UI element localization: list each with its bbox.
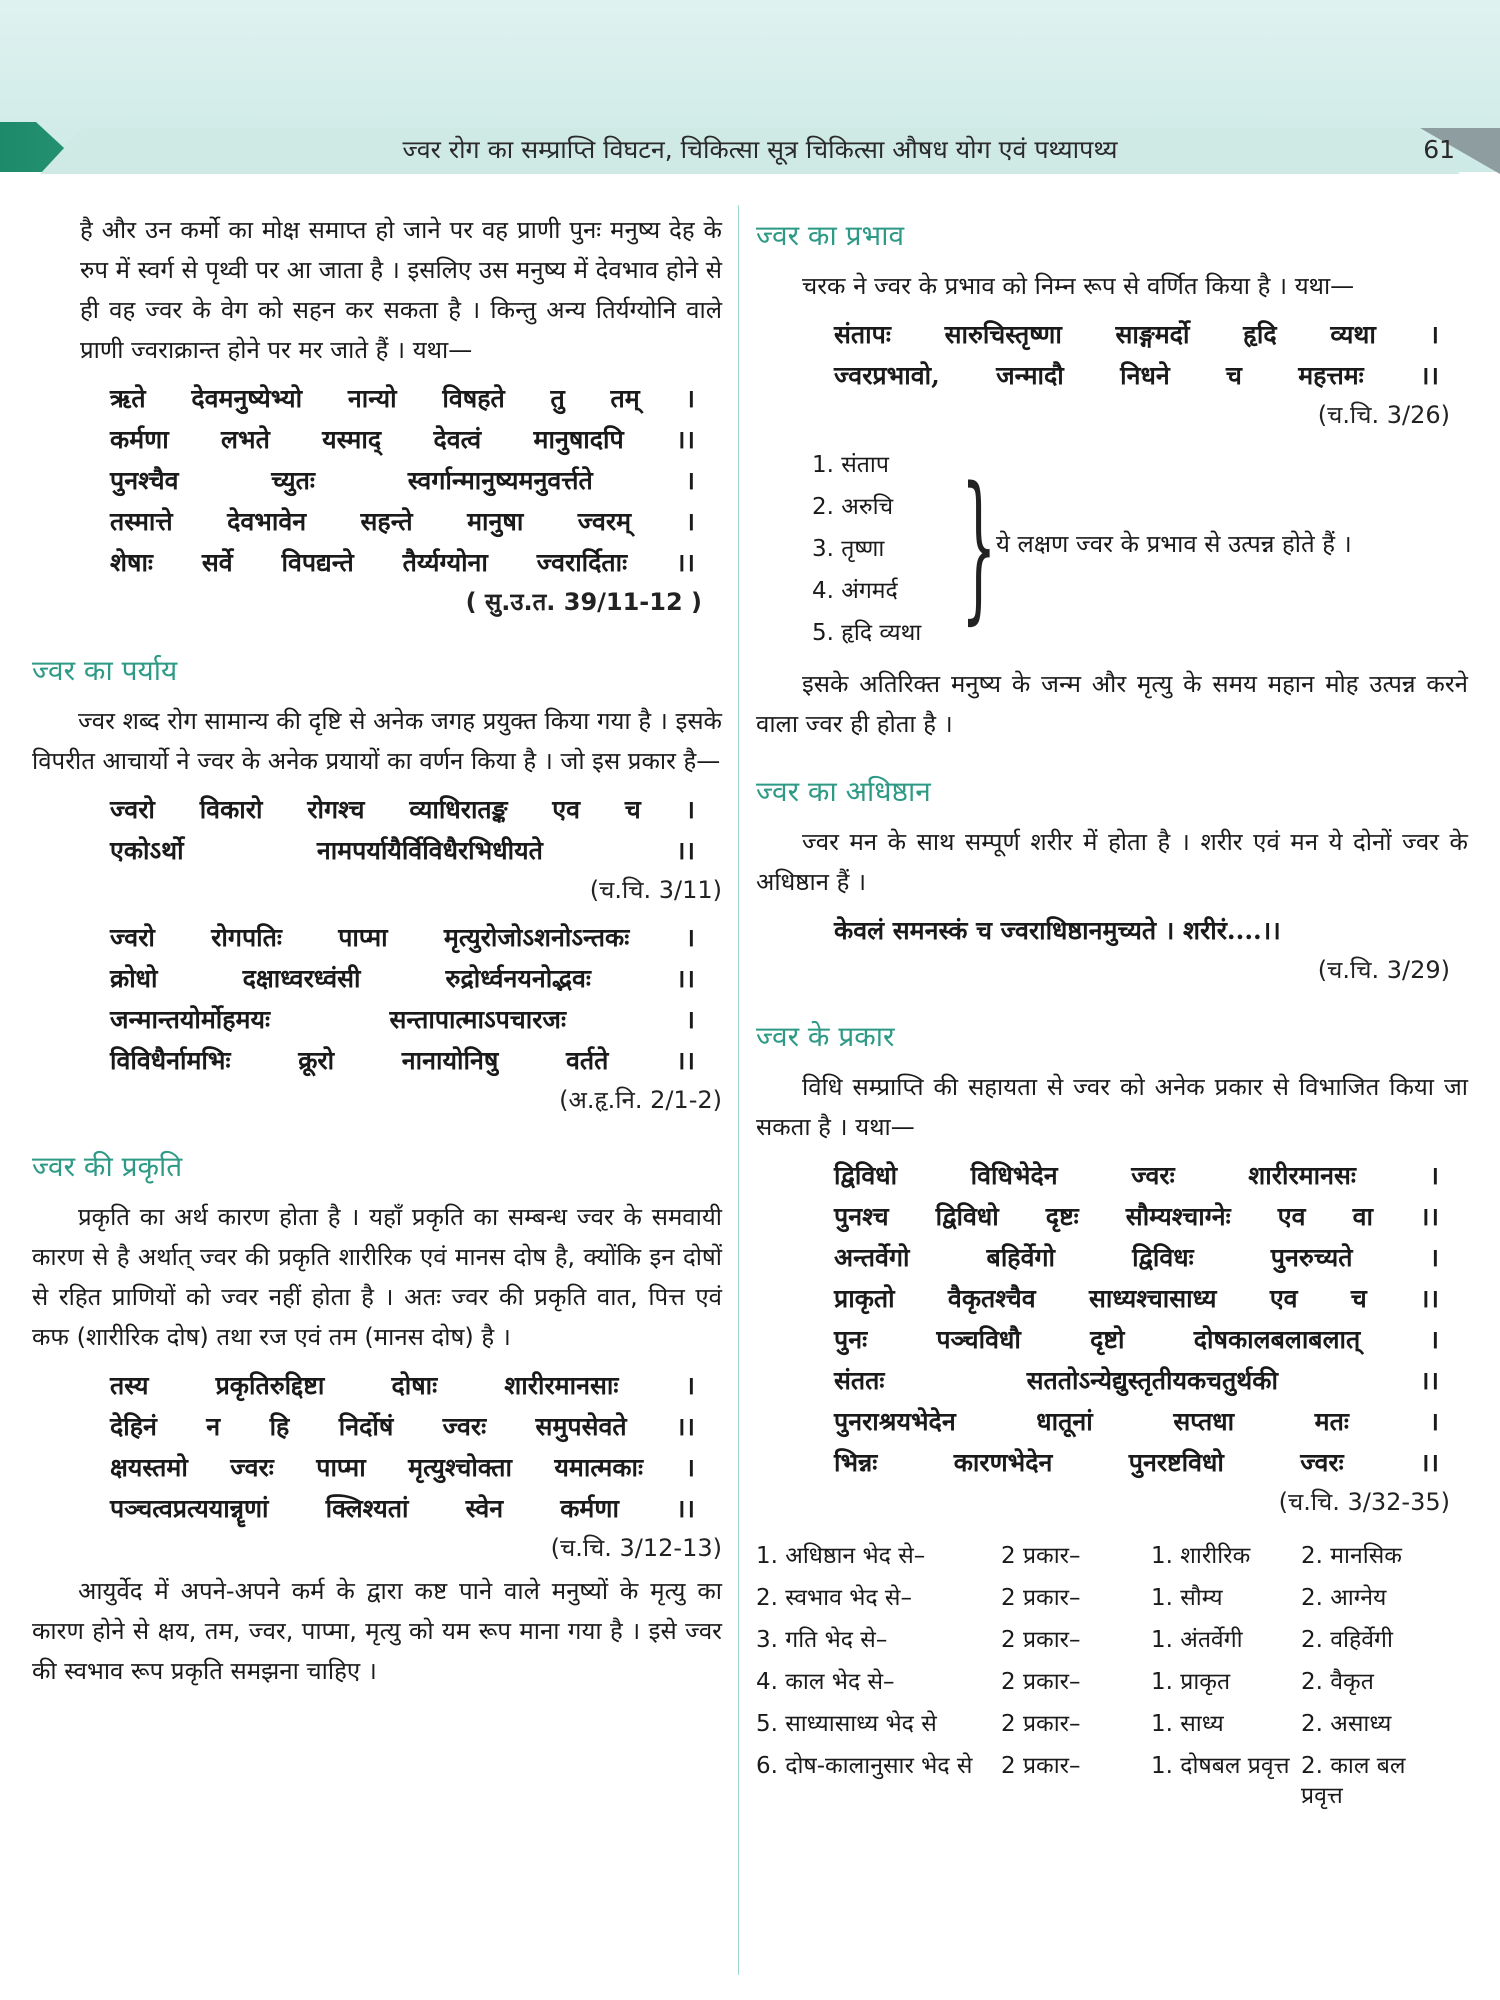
closing-paragraph: आयुर्वेद में अपने-अपने कर्म के द्वारा कष्ट पाने वाले मनुष्यों के मृत्यु का कारण होने से क्षय, तम, ज्वर, पाप्मा, मृत्यु को यम रूप माना गया है । इसे ज्वर की स्वभाव रूप प्रकृति समझना चाहिए । xyxy=(32,1577,722,1685)
verse-line: संततः सततोऽन्येद्युस्तृतीयकचतुर्थकी ।। xyxy=(834,1366,1439,1395)
verse-block xyxy=(110,917,695,1081)
type-count: 2 प्रकार– xyxy=(1001,1627,1081,1653)
verse-line: केवलं समनस्कं च ज्वराधिष्ठानमुच्यते । शरीरं....।। xyxy=(834,916,1281,945)
table-row xyxy=(756,1619,1431,1661)
verse-line: विविधैर्नामभिः क्रूरो नानायोनिषु वर्तते ।। xyxy=(110,1046,695,1075)
verse-line: ज्वरप्रभावो, जन्मादौ निधने च महत्तमः ।। xyxy=(834,361,1439,390)
section-heading: ज्वर का प्रभाव xyxy=(756,219,905,252)
verse-line: पुनराश्रयभेदेन धातूनां सप्तधा मतः । xyxy=(834,1407,1439,1436)
brace-icon: } xyxy=(961,452,997,639)
verse-line: अन्तर्वेगो बहिर्वेगो द्विविधः पुनरुच्यते । xyxy=(834,1243,1439,1272)
table-row xyxy=(756,1577,1431,1619)
type-a: 1. सौम्य xyxy=(1151,1585,1223,1611)
list-item: 2. अरुचि xyxy=(812,494,894,520)
verse-block xyxy=(110,378,695,583)
list-item: 3. तृष्णा xyxy=(812,536,885,562)
list-item: 5. हृदि व्यथा xyxy=(812,620,922,646)
verse-line: पञ्चत्वप्रत्ययान्नॄणां क्लिश्यतां स्वेन कर्मणा ।। xyxy=(110,1494,695,1523)
type-a: 1. अंतर्वेगी xyxy=(1151,1627,1243,1653)
verse-block xyxy=(834,314,1439,396)
verse-line: तस्य प्रकृतिरुद्दिष्टा दोषाः शारीरमानसाः । xyxy=(110,1371,695,1400)
column-divider xyxy=(738,205,739,1975)
verse-line: क्रोधो दक्षाध्वरध्वंसी रुद्रोर्ध्वनयनोद्भवः ।। xyxy=(110,964,695,993)
verse-reference: (च.चि. 3/26) xyxy=(1317,401,1450,429)
verse-reference: (च.चि. 3/29) xyxy=(1317,956,1450,984)
section-paragraph: ज्वर शब्द रोग सामान्य की दृष्टि से अनेक जगह प्रयुक्त किया गया है । इसके विपरीत आचार्यो ने ज्वर के अनेक प्रयायों का वर्णन किया है । जो इस प्रकार है— xyxy=(32,707,722,775)
type-b: 2. वैकृत xyxy=(1301,1669,1374,1695)
verse-line: द्विविधो विधिभेदेन ज्वरः शारीरमानसः । xyxy=(834,1161,1439,1190)
section-paragraph: ज्वर मन के साथ सम्पूर्ण शरीर में होता है । शरीर एवं मन ये दोनों ज्वर के अधिष्ठान हैं । xyxy=(756,828,1468,896)
verse-block xyxy=(834,910,1439,951)
table-row xyxy=(756,1661,1431,1703)
type-count: 2 प्रकार– xyxy=(1001,1753,1081,1779)
table-row xyxy=(756,1745,1431,1817)
type-a: 1. प्राकृत xyxy=(1151,1669,1231,1695)
type-a: 1. शारीरिक xyxy=(1151,1543,1251,1569)
type-basis: 4. काल भेद से– xyxy=(756,1669,895,1695)
verse-line: ज्वरो विकारो रोगश्च व्याधिरातङ्क एव च । xyxy=(110,795,695,824)
type-b: 2. मानसिक xyxy=(1301,1543,1402,1569)
type-basis: 3. गति भेद से– xyxy=(756,1627,888,1653)
type-a: 1. दोषबल प्रवृत्त xyxy=(1151,1753,1290,1779)
type-basis: 6. दोष-कालानुसार भेद से xyxy=(756,1753,973,1779)
verse-line: पुनः पञ्चविधौ दृष्टो दोषकालबलाबलात् । xyxy=(834,1325,1439,1354)
verse-line: संतापः सारुचिस्तृष्णा साङ्गमर्दो हृदि व्यथा । xyxy=(834,320,1439,349)
verse-line: पुनश्च द्विविधो दृष्टः सौम्यश्चाग्नेः एव वा ।। xyxy=(834,1202,1439,1231)
type-a: 1. साध्य xyxy=(1151,1711,1224,1737)
verse-line: प्राकृतो वैकृतश्चैव साध्यश्चासाध्य एव च ।। xyxy=(834,1284,1439,1313)
type-count: 2 प्रकार– xyxy=(1001,1711,1081,1737)
verse-line: पुनश्चैव च्युतः स्वर्गान्मानुष्यमनुवर्त्तते । xyxy=(110,466,695,495)
section-heading: ज्वर का पर्याय xyxy=(32,654,178,687)
section-paragraph: प्रकृति का अर्थ कारण होता है । यहाँ प्रकृति का सम्बन्ध ज्वर के समवायी कारण से है अर्थात् ज्वर की प्रकृति शारीरिक एवं मानस दोष है, क्योंकि इन दोषों से रहित प्राणियों को ज्वर नहीं होता है । अतः ज्वर की प्रकृति वात, पित्त एवं कफ (शारीरिक दोष) तथा रज एवं तम (मानस दोष) है । xyxy=(32,1203,722,1351)
type-b: 2. असाध्य xyxy=(1301,1711,1392,1737)
page-number: 61 xyxy=(1423,135,1455,164)
running-header-title: ज्वर रोग का सम्प्राप्ति विघटन, चिकित्सा सूत्र चिकित्सा औषध योग एवं पथ्यापथ्य xyxy=(402,135,1118,164)
left-column xyxy=(32,210,722,1691)
list-item: 1. संताप xyxy=(812,452,889,478)
type-basis: 5. साध्यासाध्य भेद से xyxy=(756,1711,937,1737)
verse-line: देहिनं न हि निर्दोषं ज्वरः समुपसेवते ।। xyxy=(110,1412,695,1441)
verse-line: तस्मात्ते देवभावेन सहन्ते मानुषा ज्वरम् । xyxy=(110,507,695,536)
type-count: 2 प्रकार– xyxy=(1001,1543,1081,1569)
verse-line: ज्वरो रोगपतिः पाप्मा मृत्युरोजोऽशनोऽन्तकः । xyxy=(110,923,695,952)
type-count: 2 प्रकार– xyxy=(1001,1585,1081,1611)
verse-line: एकोऽर्थो नामपर्यायैर्विविधैरभिधीयते ।। xyxy=(110,836,695,865)
intro-paragraph: है और उन कर्मो का मोक्ष समाप्त हो जाने पर वह प्राणी पुनः मनुष्य देह के रुप में स्वर्ग से पृथ्वी पर आ जाता है । इसलिए उस मनुष्य में देवभाव होने से ही वह ज्वर के वेग को सहन कर सकता है । किन्तु अन्य तिर्यग्योनि वाले प्राणी ज्वराक्रान्त होने पर मर जाते हैं । यथा— xyxy=(80,216,722,364)
verse-reference: (च.चि. 3/12-13) xyxy=(550,1534,722,1562)
section-paragraph: इसके अतिरिक्त मनुष्य के जन्म और मृत्यु के समय महान मोह उत्पन्न करने वाला ज्वर ही होता है । xyxy=(756,670,1468,738)
list-item: 4. अंगमर्द xyxy=(812,578,898,604)
verse-reference: (च.चि. 3/32-35) xyxy=(1278,1488,1450,1516)
verse-line: शेषाः सर्वे विपद्यन्ते तैर्य्यग्योना ज्वरार्दिताः ।। xyxy=(110,548,695,577)
verse-reference: ( सु.उ.त. 39/11-12 ) xyxy=(465,588,702,616)
section-heading: ज्वर की प्रकृति xyxy=(32,1150,183,1183)
verse-reference: (च.चि. 3/11) xyxy=(589,876,722,904)
table-row xyxy=(756,1535,1431,1577)
type-count: 2 प्रकार– xyxy=(1001,1669,1081,1695)
symptom-list xyxy=(756,450,1468,650)
type-basis: 2. स्वभाव भेद से– xyxy=(756,1585,912,1611)
verse-reference: (अ.हृ.नि. 2/1-2) xyxy=(559,1086,722,1114)
table-row xyxy=(756,1703,1431,1745)
section-paragraph: चरक ने ज्वर के प्रभाव को निम्न रूप से वर्णित किया है । यथा— xyxy=(802,272,1355,300)
verse-block xyxy=(834,1155,1439,1483)
section-heading: ज्वर का अधिष्ठान xyxy=(756,775,931,808)
verse-line: क्षयस्तमो ज्वरः पाप्मा मृत्युश्चोक्ता यमात्मकाः । xyxy=(110,1453,695,1482)
section-paragraph: विधि सम्प्राप्ति की सहायता से ज्वर को अनेक प्रकार से विभाजित किया जा सकता है । यथा— xyxy=(756,1073,1468,1141)
verse-line: जन्मान्तयोर्मोहमयः सन्तापात्माऽपचारजः । xyxy=(110,1005,695,1034)
verse-line: कर्मणा लभते यस्माद् देवत्वं मानुषादपि ।। xyxy=(110,425,695,454)
verse-block xyxy=(110,789,695,871)
fever-types-table xyxy=(756,1535,1431,1817)
type-b: 2. वहिर्वेगी xyxy=(1301,1627,1393,1653)
verse-line: भिन्नः कारणभेदेन पुनरष्टविधो ज्वरः ।। xyxy=(834,1448,1439,1477)
right-column xyxy=(756,210,1468,1817)
verse-line: ऋते देवमनुष्येभ्यो नान्यो विषहते तु तम् । xyxy=(110,384,695,413)
section-heading: ज्वर के प्रकार xyxy=(756,1020,895,1053)
type-b: 2. आग्नेय xyxy=(1301,1585,1387,1611)
verse-block xyxy=(110,1365,695,1529)
type-b: 2. काल बल प्रवृत्त xyxy=(1301,1753,1406,1809)
type-basis: 1. अधिष्ठान भेद से– xyxy=(756,1543,926,1569)
symptom-note: ये लक्षण ज्वर के प्रभाव से उत्पन्न होते हैं । xyxy=(996,530,1352,558)
